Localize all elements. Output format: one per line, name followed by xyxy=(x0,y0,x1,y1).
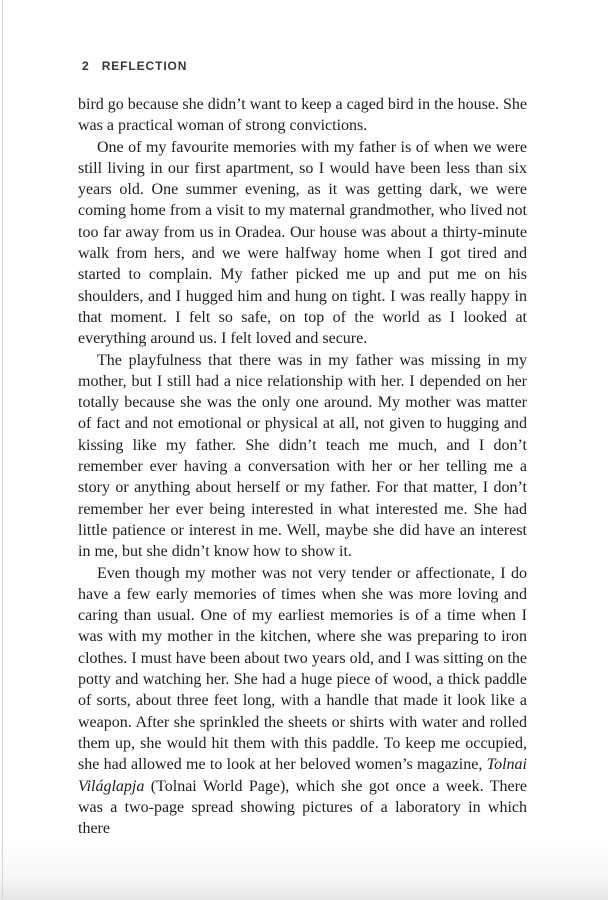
page-edge-divider xyxy=(2,0,3,900)
page-number: 2 xyxy=(82,59,89,73)
running-head-title: REFLECTION xyxy=(101,59,188,73)
paragraph xyxy=(78,350,527,563)
text-run: The playfulness that there was in my father was missing in my mother, but I still had a nice relationship with her. I depended on her totally because she was the only one around. My mother was matter of fact and not emotional or physical at all, not given to hugging and kissing like my father. She didn’t teach me much, and I don’t remember ever having a conversation with her or her telling me a story or anything about herself or my father. For that matter, I don’t remember her ever being interested in what interested me. She had little patience or interest in me. Well, maybe she did have an interest in me, but she didn’t know how to show it. xyxy=(78,351,527,561)
body-text xyxy=(78,94,527,839)
running-header xyxy=(82,60,187,73)
paragraph xyxy=(78,94,527,137)
page-bottom-shadow xyxy=(0,840,608,900)
text-run: (Tolnai World Page), which she got once a week. There was a two-page spread showing pictures of a laboratory in which there xyxy=(78,777,527,838)
text-run: One of my favourite memories with my father is of when we were still living in our first apartment, so I would have been less than six years old. One summer evening, as it was getting dark, we were coming home from a visit to my maternal grandmother, who lived not too far away from us in Oradea. Our house was about a thirty-minute walk from hers, and we were halfway home when I got tired and started to complain. My father picked me up and put me on his shoulders, and I hugged him and hung on tight. I was really happy in that moment. I felt so safe, on top of the world as I looked at everything around us. I felt loved and secure. xyxy=(78,138,527,348)
paragraph xyxy=(78,563,527,840)
text-run: Even though my mother was not very tender or affectionate, I do have a few early memories of times when she was more loving and caring than usual. One of my earliest memories is of a time when I was with my mother in the kitchen, where she was preparing to iron clothes. I must have been about two years old, and I was sitting on the potty and watching her. She had a huge piece of wood, a thick paddle of sorts, about three feet long, with a handle that made it look like a weapon. After she sprinkled the sheets or shirts with water and rolled them up, she would hit them with this paddle. To keep me occupied, she had allowed me to look at her beloved women’s magazine, xyxy=(78,564,527,774)
text-run: bird go because she didn’t want to keep a caged bird in the house. She was a practical woman of strong convictions. xyxy=(78,96,527,135)
paragraph xyxy=(78,137,527,350)
italic-text-run: Tolnai Világlapja xyxy=(78,756,527,795)
